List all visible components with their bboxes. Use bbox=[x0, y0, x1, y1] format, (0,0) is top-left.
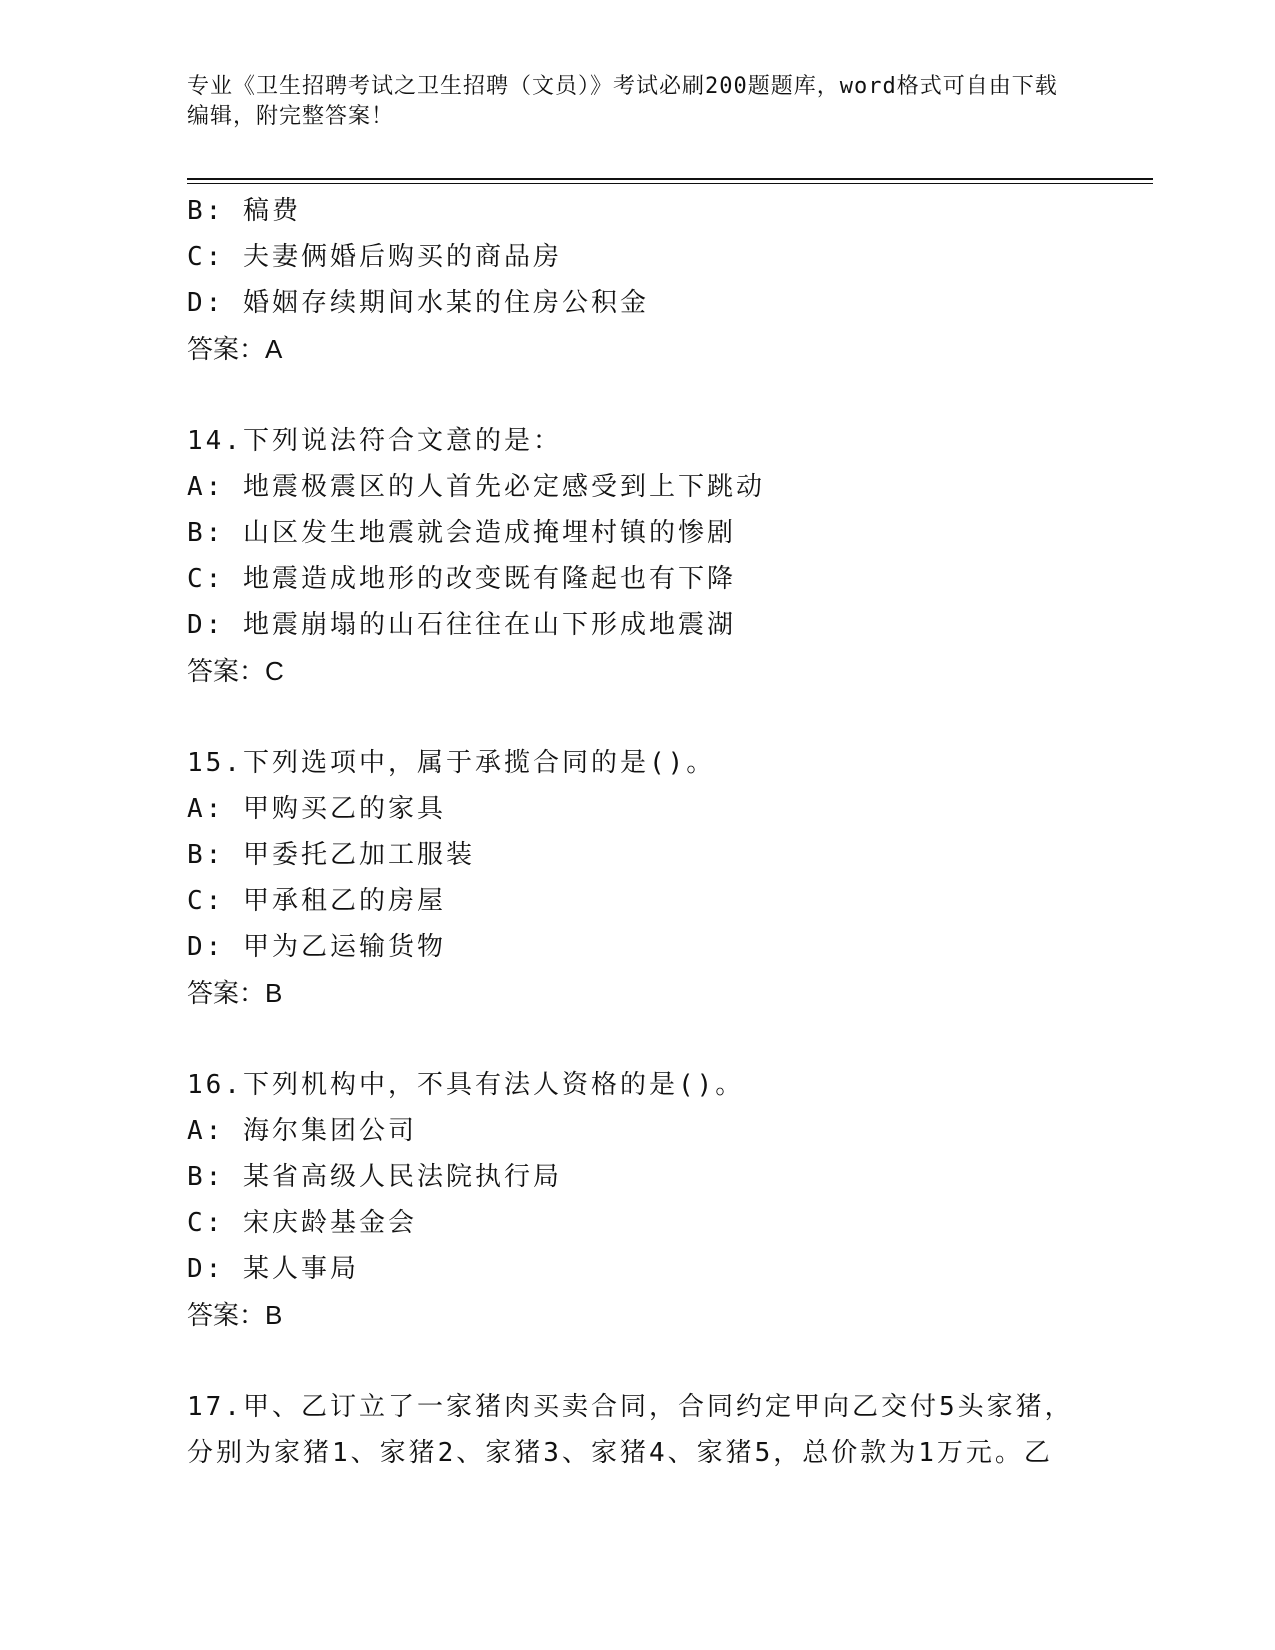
answer-line: 答案：B bbox=[187, 1300, 283, 1330]
question-list bbox=[187, 188, 1153, 1476]
answer-line: 答案：C bbox=[187, 656, 284, 686]
question-block-13 bbox=[187, 188, 1153, 372]
question-stem: 14.下列说法符合文意的是： bbox=[187, 426, 562, 456]
option-c: C: 甲承租乙的房屋 bbox=[187, 886, 446, 916]
option-c: C: 地震造成地形的改变既有隆起也有下降 bbox=[187, 564, 736, 594]
answer-line: 答案：B bbox=[187, 978, 283, 1008]
question-block-17 bbox=[187, 1384, 1153, 1476]
document-header: 专业《卫生招聘考试之卫生招聘（文员）》考试必刷200题题库，word格式可自由下载编辑，附完整答案！ bbox=[187, 74, 1058, 129]
question-block-14 bbox=[187, 418, 1153, 694]
option-d: D: 婚姻存续期间水某的住房公积金 bbox=[187, 288, 649, 318]
option-a: A: 甲购买乙的家具 bbox=[187, 794, 446, 824]
option-c: C: 宋庆龄基金会 bbox=[187, 1208, 417, 1238]
question-stem: 15.下列选项中，属于承揽合同的是()。 bbox=[187, 748, 716, 778]
spacer bbox=[187, 1338, 1153, 1384]
option-d: D: 甲为乙运输货物 bbox=[187, 932, 446, 962]
spacer bbox=[187, 372, 1153, 418]
question-block-16 bbox=[187, 1062, 1153, 1338]
option-d: D: 某人事局 bbox=[187, 1254, 359, 1284]
header-divider-thick bbox=[187, 178, 1153, 180]
option-a: A: 海尔集团公司 bbox=[187, 1116, 417, 1146]
question-stem: 16.下列机构中，不具有法人资格的是()。 bbox=[187, 1070, 745, 1100]
option-b: B: 某省高级人民法院执行局 bbox=[187, 1162, 562, 1192]
option-b: B: 稿费 bbox=[187, 196, 301, 226]
option-a: A: 地震极震区的人首先必定感受到上下跳动 bbox=[187, 472, 765, 502]
spacer bbox=[187, 1016, 1153, 1062]
question-stem-line-2: 分别为家猪1、家猪2、家猪3、家猪4、家猪5，总价款为1万元。乙 bbox=[187, 1438, 1053, 1468]
option-b: B: 甲委托乙加工服装 bbox=[187, 840, 475, 870]
option-b: B: 山区发生地震就会造成掩埋村镇的惨剧 bbox=[187, 518, 736, 548]
option-d: D: 地震崩塌的山石往往在山下形成地震湖 bbox=[187, 610, 736, 640]
answer-line: 答案：A bbox=[187, 334, 283, 364]
question-stem-line-1: 17.甲、乙订立了一家猪肉买卖合同，合同约定甲向乙交付5头家猪， bbox=[187, 1392, 1074, 1422]
header-divider-thin bbox=[187, 183, 1153, 184]
option-c: C: 夫妻俩婚后购买的商品房 bbox=[187, 242, 562, 272]
question-block-15 bbox=[187, 740, 1153, 1016]
spacer bbox=[187, 694, 1153, 740]
